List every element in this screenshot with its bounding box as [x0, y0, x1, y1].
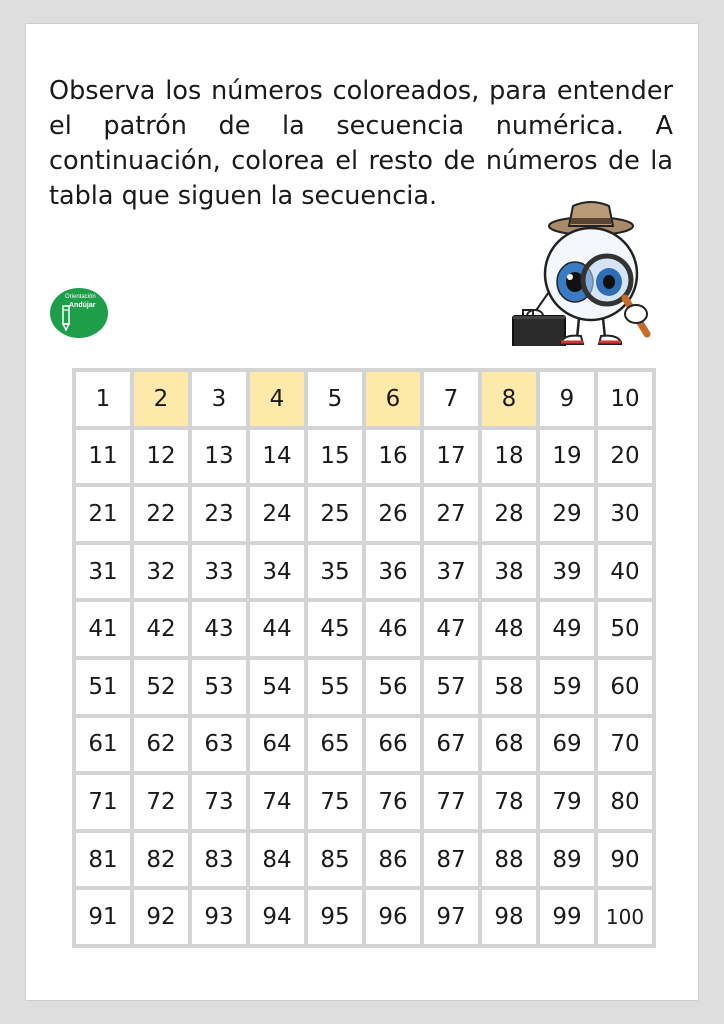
number-cell[interactable]: 88 [482, 833, 536, 887]
number-cell[interactable]: 43 [192, 602, 246, 656]
number-cell[interactable]: 92 [134, 890, 188, 944]
number-cell[interactable]: 7 [424, 372, 478, 426]
number-cell[interactable]: 6 [366, 372, 420, 426]
number-cell[interactable]: 68 [482, 718, 536, 772]
number-cell[interactable]: 50 [598, 602, 652, 656]
number-cell[interactable]: 79 [540, 775, 594, 829]
number-cell[interactable]: 2 [134, 372, 188, 426]
number-cell[interactable]: 20 [598, 430, 652, 484]
number-cell[interactable]: 78 [482, 775, 536, 829]
number-cell[interactable]: 87 [424, 833, 478, 887]
number-cell[interactable]: 59 [540, 660, 594, 714]
number-cell[interactable]: 53 [192, 660, 246, 714]
number-cell[interactable]: 91 [76, 890, 130, 944]
number-cell[interactable]: 18 [482, 430, 536, 484]
number-cell[interactable]: 10 [598, 372, 652, 426]
number-cell[interactable]: 37 [424, 545, 478, 599]
number-cell[interactable]: 25 [308, 487, 362, 541]
number-cell[interactable]: 28 [482, 487, 536, 541]
number-cell[interactable]: 57 [424, 660, 478, 714]
number-cell[interactable]: 93 [192, 890, 246, 944]
number-cell[interactable]: 4 [250, 372, 304, 426]
number-cell[interactable]: 38 [482, 545, 536, 599]
number-cell[interactable]: 41 [76, 602, 130, 656]
number-cell[interactable]: 73 [192, 775, 246, 829]
number-cell[interactable]: 67 [424, 718, 478, 772]
number-cell[interactable]: 19 [540, 430, 594, 484]
number-cell[interactable]: 82 [134, 833, 188, 887]
number-cell[interactable]: 72 [134, 775, 188, 829]
number-cell[interactable]: 21 [76, 487, 130, 541]
number-cell[interactable]: 89 [540, 833, 594, 887]
number-cell[interactable]: 62 [134, 718, 188, 772]
number-cell[interactable]: 98 [482, 890, 536, 944]
number-cell[interactable]: 44 [250, 602, 304, 656]
number-cell[interactable]: 84 [250, 833, 304, 887]
detective-eye-icon [491, 196, 661, 346]
number-cell[interactable]: 26 [366, 487, 420, 541]
number-cell[interactable]: 40 [598, 545, 652, 599]
number-cell[interactable]: 54 [250, 660, 304, 714]
number-cell[interactable]: 34 [250, 545, 304, 599]
number-cell[interactable]: 99 [540, 890, 594, 944]
number-cell[interactable]: 95 [308, 890, 362, 944]
number-cell[interactable]: 17 [424, 430, 478, 484]
number-cell[interactable]: 80 [598, 775, 652, 829]
number-cell[interactable]: 29 [540, 487, 594, 541]
number-cell[interactable]: 58 [482, 660, 536, 714]
number-cell[interactable]: 12 [134, 430, 188, 484]
logo-line-2: Andújar [69, 302, 96, 309]
number-cell[interactable]: 86 [366, 833, 420, 887]
number-cell[interactable]: 100 [598, 890, 652, 944]
number-cell[interactable]: 47 [424, 602, 478, 656]
number-cell[interactable]: 42 [134, 602, 188, 656]
number-cell[interactable]: 36 [366, 545, 420, 599]
number-cell[interactable]: 66 [366, 718, 420, 772]
logo-line-1: Orientación [65, 294, 96, 300]
number-cell[interactable]: 15 [308, 430, 362, 484]
number-cell[interactable]: 55 [308, 660, 362, 714]
number-cell[interactable]: 76 [366, 775, 420, 829]
number-cell[interactable]: 96 [366, 890, 420, 944]
number-cell[interactable]: 52 [134, 660, 188, 714]
number-cell[interactable]: 94 [250, 890, 304, 944]
number-cell[interactable]: 48 [482, 602, 536, 656]
number-cell[interactable]: 46 [366, 602, 420, 656]
number-table [72, 368, 656, 948]
number-cell[interactable]: 71 [76, 775, 130, 829]
number-cell[interactable]: 13 [192, 430, 246, 484]
number-cell[interactable]: 51 [76, 660, 130, 714]
number-cell[interactable]: 3 [192, 372, 246, 426]
number-cell[interactable]: 49 [540, 602, 594, 656]
number-cell[interactable]: 16 [366, 430, 420, 484]
number-cell[interactable]: 39 [540, 545, 594, 599]
number-cell[interactable]: 81 [76, 833, 130, 887]
worksheet-page [26, 24, 698, 1000]
number-cell[interactable]: 1 [76, 372, 130, 426]
number-cell[interactable]: 83 [192, 833, 246, 887]
number-cell[interactable]: 70 [598, 718, 652, 772]
number-cell[interactable]: 35 [308, 545, 362, 599]
number-cell[interactable]: 45 [308, 602, 362, 656]
orientacion-andujar-logo [50, 288, 108, 338]
number-cell[interactable]: 23 [192, 487, 246, 541]
number-cell[interactable]: 77 [424, 775, 478, 829]
number-cell[interactable]: 31 [76, 545, 130, 599]
number-cell[interactable]: 22 [134, 487, 188, 541]
number-cell[interactable]: 85 [308, 833, 362, 887]
number-cell[interactable]: 9 [540, 372, 594, 426]
number-cell[interactable]: 63 [192, 718, 246, 772]
number-cell[interactable]: 30 [598, 487, 652, 541]
number-cell[interactable]: 33 [192, 545, 246, 599]
number-cell[interactable]: 5 [308, 372, 362, 426]
number-cell[interactable]: 24 [250, 487, 304, 541]
number-cell[interactable]: 27 [424, 487, 478, 541]
number-cell[interactable]: 11 [76, 430, 130, 484]
number-cell[interactable]: 64 [250, 718, 304, 772]
number-cell[interactable]: 14 [250, 430, 304, 484]
number-cell[interactable]: 97 [424, 890, 478, 944]
instructions-text: Observa los números coloreados, para entender el patrón de la secuencia numérica. A continuación, colorea el resto de números de la tabla que siguen la secuencia. [49, 76, 673, 211]
number-cell[interactable]: 75 [308, 775, 362, 829]
number-cell[interactable]: 8 [482, 372, 536, 426]
number-cell[interactable]: 69 [540, 718, 594, 772]
number-cell[interactable]: 56 [366, 660, 420, 714]
number-cell[interactable]: 60 [598, 660, 652, 714]
number-cell[interactable]: 74 [250, 775, 304, 829]
number-cell[interactable]: 61 [76, 718, 130, 772]
number-cell[interactable]: 90 [598, 833, 652, 887]
number-cell[interactable]: 32 [134, 545, 188, 599]
number-cell[interactable]: 65 [308, 718, 362, 772]
